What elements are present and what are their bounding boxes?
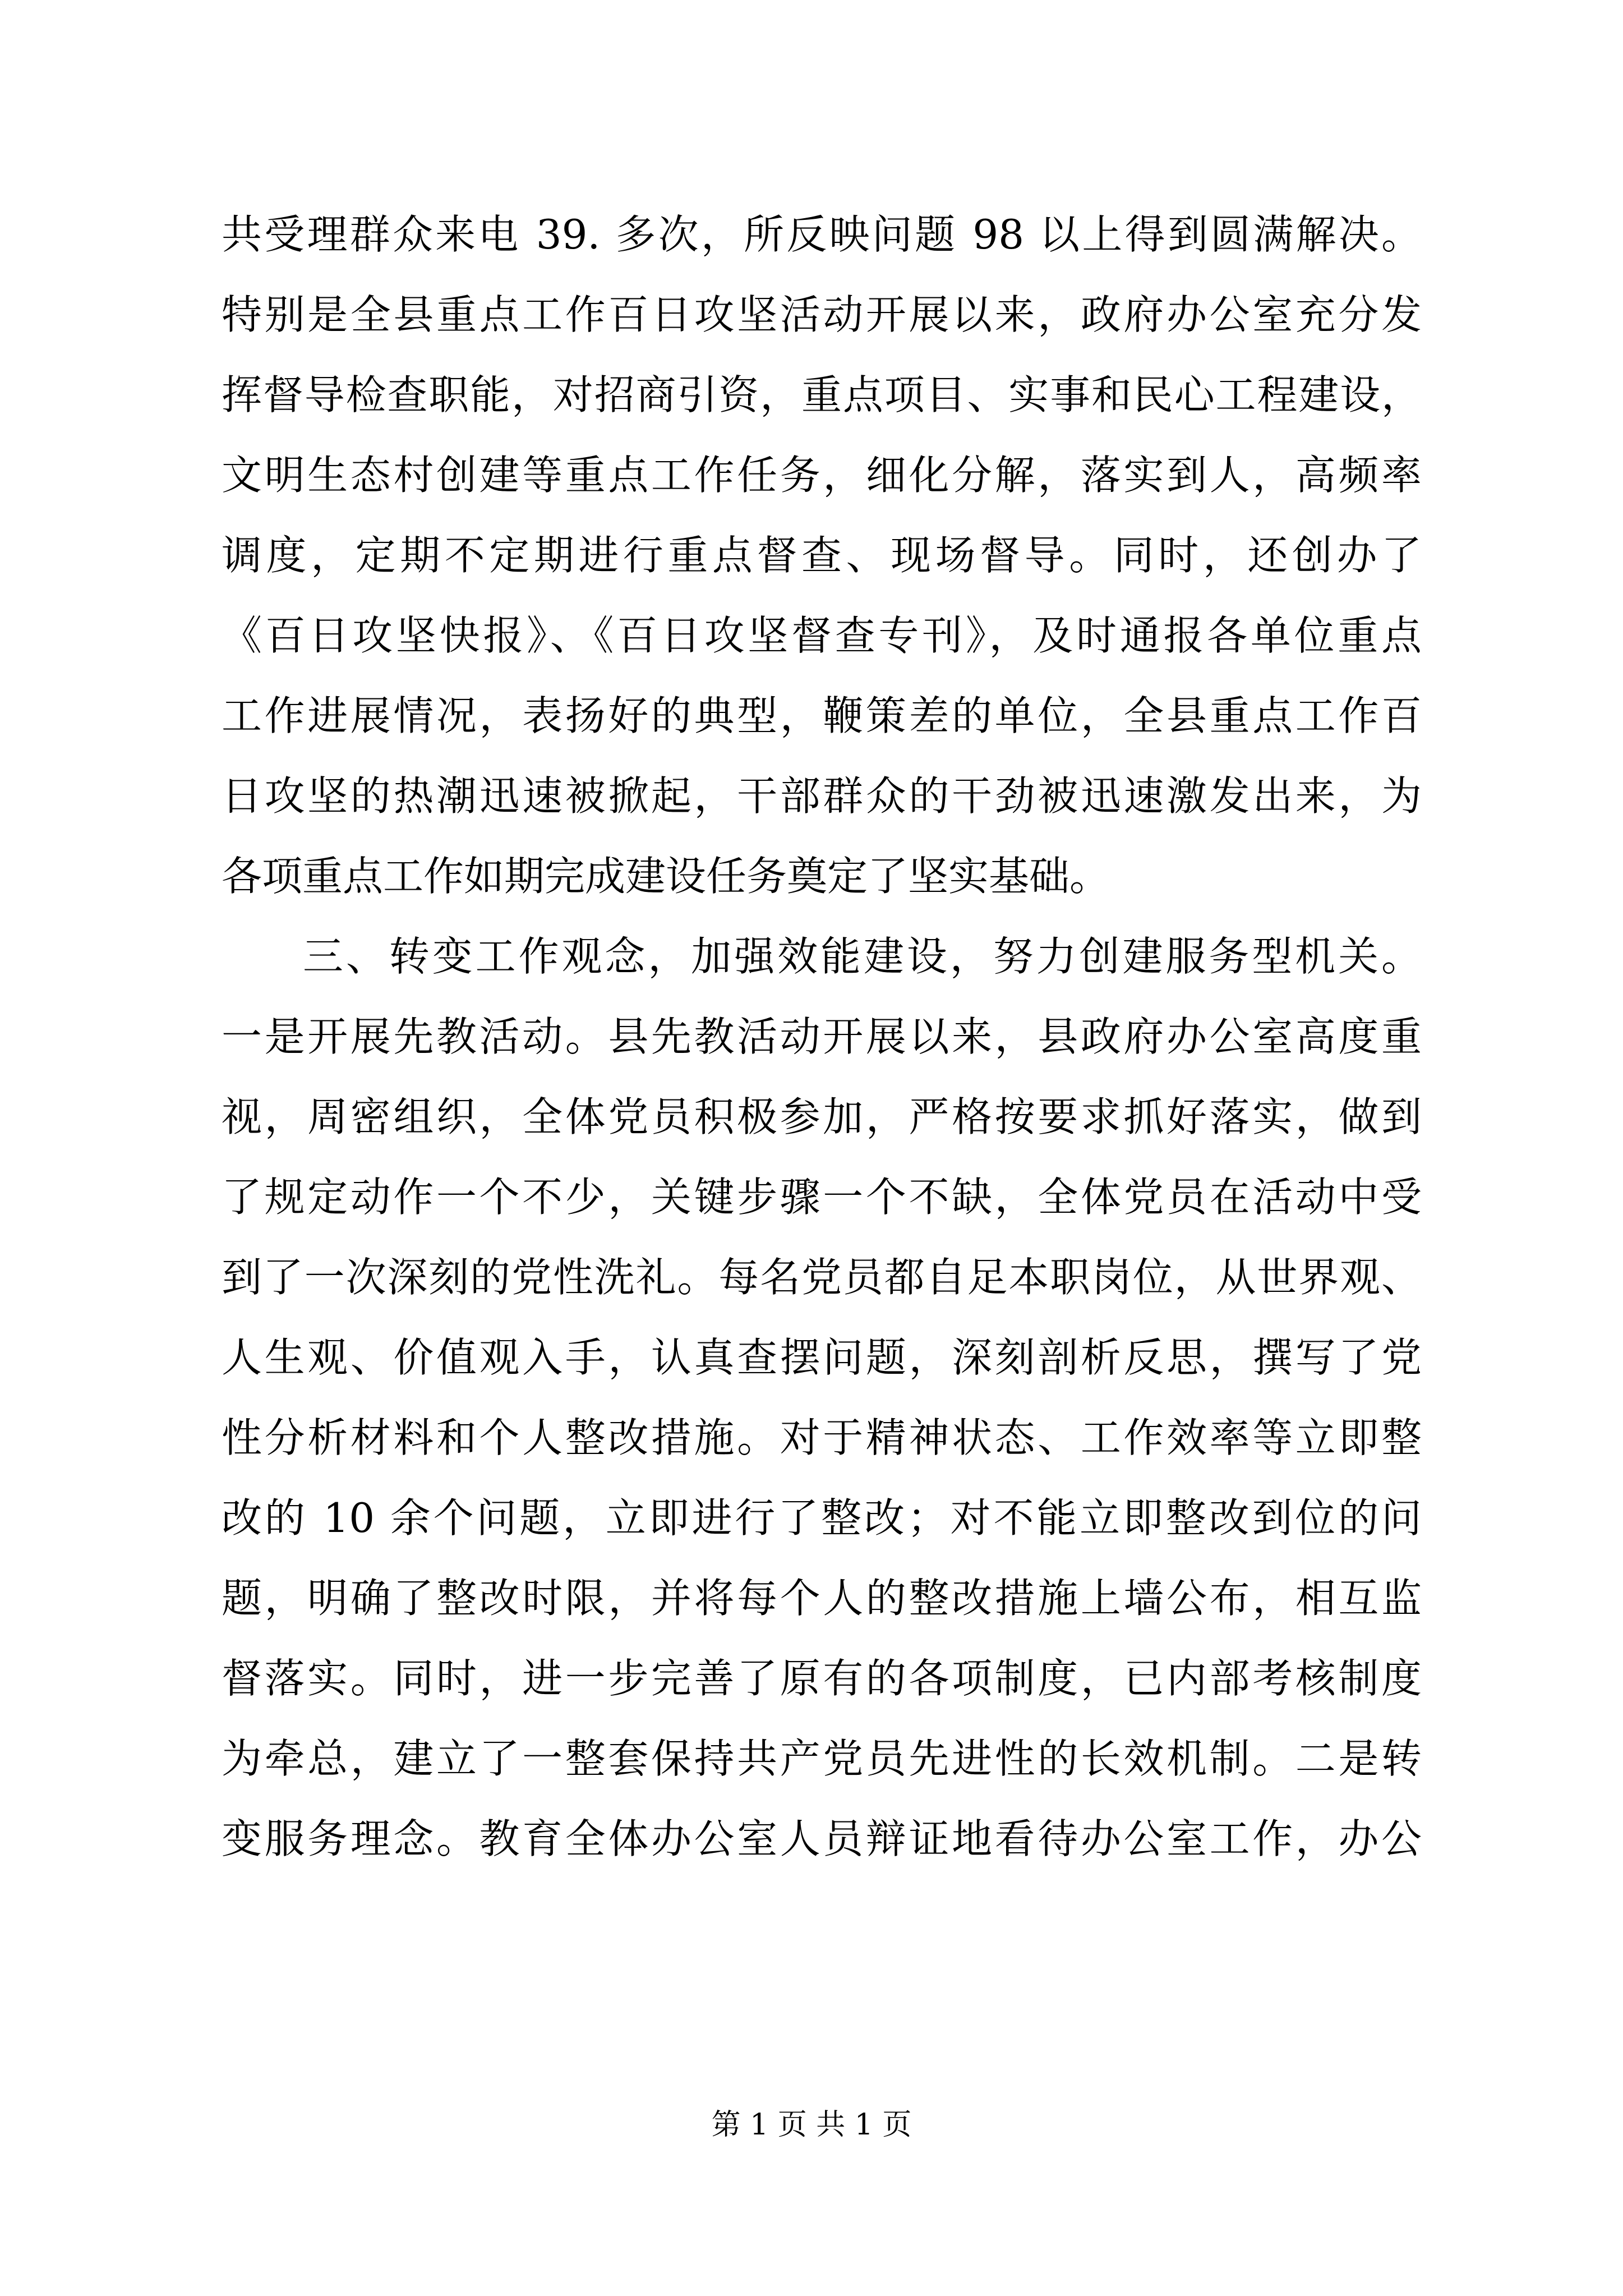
text-line-9: 各项重点工作如期完成建设任务奠定了坚实基础。: [222, 853, 1110, 900]
text-line-6: 《百日攻坚快报》、《百日攻坚督查专刊》，及时通报各单位重点: [222, 612, 1422, 659]
text-line-5: 调度，定期不定期进行重点督查、现场督导。同时，还创办了: [222, 532, 1422, 579]
text-line-2: 特别是全县重点工作百日攻坚活动开展以来，政府办公室充分发: [222, 291, 1422, 338]
text-line-17: 改的 10 余个问题，立即进行了整改；对不能立即整改到位的问: [222, 1494, 1422, 1542]
text-line-13: 了规定动作一个不少，关键步骤一个不缺，全体党员在活动中受: [222, 1174, 1422, 1221]
text-line-16: 性分析材料和个人整改措施。对于精神状态、工作效率等立即整: [222, 1414, 1422, 1461]
text-line-15: 人生观、价值观入手，认真查摆问题，深刻剖析反思，撰写了党: [222, 1334, 1422, 1381]
text-line-21: 变服务理念。教育全体办公室人员辩证地看待办公室工作，办公: [222, 1815, 1422, 1862]
text-line-1: 共受理群众来电 39. 多次，所反映问题 98 以上得到圆满解决。: [222, 211, 1422, 258]
section-heading-3: 三、转变工作观念，加强效能建设，努力创建服务型机关。: [303, 933, 1422, 980]
text-line-7: 工作进展情况，表扬好的典型，鞭策差的单位，全县重点工作百: [222, 692, 1422, 739]
page-footer: 第 1 页 共 1 页: [711, 2108, 912, 2142]
text-line-14: 到了一次深刻的党性洗礼。每名党员都自足本职岗位，从世界观、: [222, 1254, 1422, 1301]
text-line-8: 日攻坚的热潮迅速被掀起，干部群众的干劲被迅速激发出来，为: [222, 772, 1422, 820]
text-line-18: 题，明确了整改时限，并将每个人的整改措施上墙公布，相互监: [222, 1575, 1422, 1622]
text-line-11: 一是开展先教活动。县先教活动开展以来，县政府办公室高度重: [222, 1013, 1422, 1060]
text-line-20: 为牵总，建立了一整套保持共产党员先进性的长效机制。二是转: [222, 1735, 1422, 1782]
text-line-3: 挥督导检查职能，对招商引资，重点项目、实事和民心工程建设，: [222, 371, 1422, 418]
text-line-4: 文明生态村创建等重点工作任务，细化分解，落实到人，高频率: [222, 452, 1422, 499]
text-line-19: 督落实。同时，进一步完善了原有的各项制度，已内部考核制度: [222, 1655, 1422, 1702]
text-line-12: 视，周密组织，全体党员积极参加，严格按要求抓好落实，做到: [222, 1093, 1422, 1140]
